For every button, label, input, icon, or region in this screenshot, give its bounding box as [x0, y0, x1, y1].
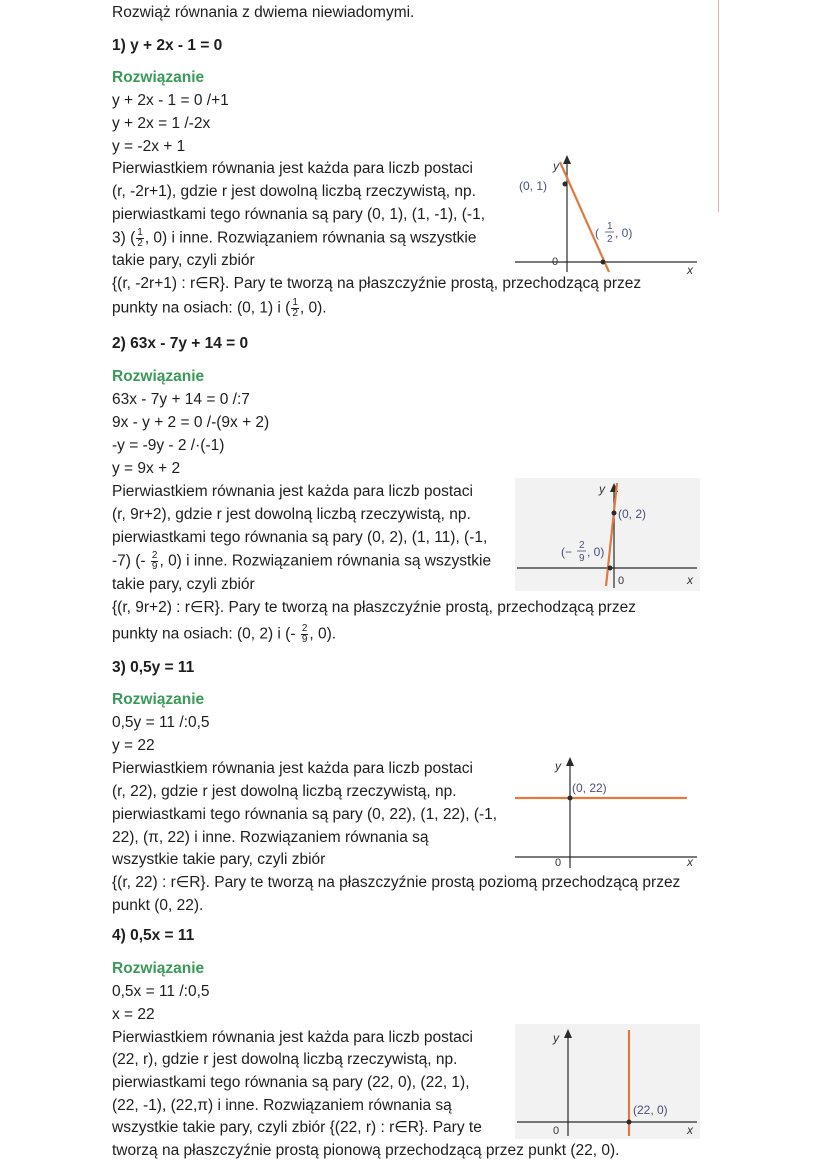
- point-b-label-suffix: , 0): [615, 226, 633, 240]
- problem-2-text-line-4: -7) (- $\frac{2}{9}$ , 0) i inne. Rozwiązaniem równania są wszystkie: [112, 550, 492, 572]
- problem-1-text-line-5: takie pary, czyli zbiór: [112, 252, 255, 269]
- y-axis-label: y: [553, 1031, 559, 1045]
- point-b-frac-den: 9: [579, 553, 585, 564]
- problem-1-text-line-4: 3) ( $\frac{1}{2}$ , 0) i inne. Rozwiązaniem równania są wszystkie: [112, 227, 477, 249]
- problem-1-step-2: y + 2x = 1 /-2x: [112, 115, 211, 132]
- problem-2-text-line-6: {(r, 9r+2) : r∈R}. Pary te tworzą na płaszczyźnie prostą, przechodzącą przez: [112, 599, 636, 616]
- problem-2-text-line-5: takie pary, czyli zbiór: [112, 576, 255, 593]
- problem-2-text-line-1: Pierwiastkiem równania jest każda para liczb postaci: [112, 483, 473, 500]
- problem-2-step-2: 9x - y + 2 = 0 /-(9x + 2): [112, 414, 270, 431]
- fraction: $\frac{1}{2}$: [137, 227, 143, 249]
- y-axis-arrow-icon: [563, 155, 571, 164]
- problem-4-text-line-2: (22, r), gdzie r jest dowolną liczbą rzeczywistą, np.: [112, 1051, 458, 1068]
- problem-1-text-line-2: (r, -2r+1), gdzie r jest dowolną liczbą rzeczywistą, np.: [112, 183, 476, 200]
- problem-4-text-line-1: Pierwiastkiem równania jest każda para liczb postaci: [112, 1029, 473, 1046]
- fraction: $\frac{2}{9}$: [151, 550, 158, 572]
- problem-3-text-line-6: {(r, 22) : r∈R}. Pary te tworzą na płaszczyźnie prostą poziomą przechodzącą przez: [112, 874, 681, 891]
- problem-1-text-line-7: punkty na osiach: (0, 1) i ( $\frac{1}{2}$ , 0).: [112, 297, 327, 319]
- problem-4-text-line-5: wszystkie takie pary, czyli zbiór {(22, r) : r∈R}. Pary te: [112, 1119, 482, 1136]
- point-a-label: (0, 1): [519, 179, 548, 193]
- problem-4-text-line-3: pierwiastkami tego równania są pary (22, 0), (22, 1),: [112, 1074, 470, 1091]
- point-a-label: (22, 0): [633, 1103, 668, 1117]
- fraction: $\frac{2}{9}$: [301, 623, 308, 645]
- x-axis-label: x: [687, 855, 693, 869]
- problem-3-step-2: y = 22: [112, 737, 155, 754]
- graph-point-b: [601, 260, 606, 265]
- problem-3-header: 3) 0,5y = 11: [112, 659, 195, 676]
- problem-3-solution-label: Rozwiązanie: [112, 691, 205, 708]
- y-axis-label: y: [599, 482, 605, 496]
- fraction: $\frac{1}{2}$: [292, 297, 298, 319]
- graph-point-a: [568, 796, 573, 801]
- problem-1-step-3: y = -2x + 1: [112, 138, 186, 155]
- problem-2-step-3: -y = -9y - 2 /·(-1): [112, 437, 225, 454]
- problem-1-text-line-3: pierwiastkami tego równania są pary (0, 1), (1, -1), (-1,: [112, 206, 485, 223]
- graph-3: [515, 752, 700, 870]
- problem-3-text-line-7: punkt (0, 22).: [112, 897, 204, 914]
- graph-4: [515, 1024, 700, 1139]
- point-b-frac-num: 1: [607, 221, 613, 232]
- problem-4-text-line-4: (22, -1), (22,π) i inne. Rozwiązaniem równania są: [112, 1097, 452, 1114]
- graph-point-a: [612, 511, 617, 516]
- x-axis-label: x: [687, 1123, 693, 1137]
- problem-1-solution-label: Rozwiązanie: [112, 69, 205, 86]
- problem-3-text-line-3: pierwiastkami tego równania są pary (0, 22), (1, 22), (-1,: [112, 806, 498, 823]
- problem-3-text-line-1: Pierwiastkiem równania jest każda para liczb postaci: [112, 760, 473, 777]
- x-axis-label: x: [687, 573, 693, 587]
- graph-point-b: [608, 566, 613, 571]
- intro-text: Rozwiąż równania z dwiema niewiadomymi.: [112, 4, 415, 21]
- y-axis-label: y: [553, 159, 559, 173]
- problem-3-text-line-4: 22), (π, 22) i inne. Rozwiązaniem równania są: [112, 829, 429, 846]
- problem-2-text-line-7: punkty na osiach: (0, 2) i (- $\frac{2}{9}$ , 0).: [112, 623, 337, 645]
- page-edge-line: [718, 0, 719, 212]
- y-axis-arrow-icon: [566, 757, 574, 766]
- problem-4-step-1: 0,5x = 11 /:0,5: [112, 983, 210, 1000]
- origin-label: 0: [555, 857, 562, 869]
- graph-2: [515, 478, 700, 591]
- point-b-frac-den: 2: [607, 234, 613, 245]
- graph-1: [515, 150, 700, 275]
- point-b-label-prefix: (: [595, 226, 599, 240]
- problem-1-header: 1) y + 2x - 1 = 0: [112, 37, 223, 54]
- problem-3-step-1: 0,5y = 11 /:0,5: [112, 714, 210, 731]
- point-a-label: (0, 2): [618, 507, 647, 521]
- problem-2-step-1: 63x - 7y + 14 = 0 /:7: [112, 391, 250, 408]
- origin-label: 0: [618, 575, 625, 587]
- x-axis-label: x: [687, 263, 693, 275]
- problem-4-step-2: x = 22: [112, 1006, 155, 1023]
- graph-point-a: [563, 182, 568, 187]
- point-a-label: (0, 22): [572, 781, 607, 795]
- problem-3-text-line-2: (r, 22), gdzie r jest dowolną liczbą rzeczywistą, np.: [112, 783, 457, 800]
- problem-4-text-line-6: tworzą na płaszczyźnie prostą pionową przechodzącą przez punkt (22, 0).: [112, 1142, 620, 1159]
- origin-label: 0: [553, 1125, 560, 1137]
- problem-1-text-line-1: Pierwiastkiem równania jest każda para liczb postaci: [112, 160, 473, 177]
- problem-2-text-line-3: pierwiastkami tego równania są pary (0, 2), (1, 11), (-1,: [112, 529, 488, 546]
- problem-1-step-1: y + 2x - 1 = 0 /+1: [112, 92, 229, 109]
- point-b-label-prefix: (−: [561, 545, 573, 559]
- graph-point-a: [627, 1120, 632, 1125]
- problem-4-header: 4) 0,5x = 11: [112, 927, 195, 944]
- problem-3-text-line-5: wszystkie takie pary, czyli zbiór: [112, 851, 326, 868]
- y-axis-label: y: [555, 759, 561, 773]
- problem-2-text-line-2: (r, 9r+2), gdzie r jest dowolną liczbą rzeczywistą, np.: [112, 506, 471, 523]
- problem-2-header: 2) 63x - 7y + 14 = 0: [112, 335, 249, 352]
- point-b-frac-num: 2: [579, 540, 585, 551]
- origin-label: 0: [552, 256, 559, 268]
- problem-4-solution-label: Rozwiązanie: [112, 960, 205, 977]
- problem-2-step-4: y = 9x + 2: [112, 460, 181, 477]
- problem-2-solution-label: Rozwiązanie: [112, 368, 205, 385]
- point-b-label-suffix: , 0): [587, 545, 605, 559]
- problem-1-text-line-6: {(r, -2r+1) : r∈R}. Pary te tworzą na płaszczyźnie prostą, przechodzącą przez: [112, 275, 642, 292]
